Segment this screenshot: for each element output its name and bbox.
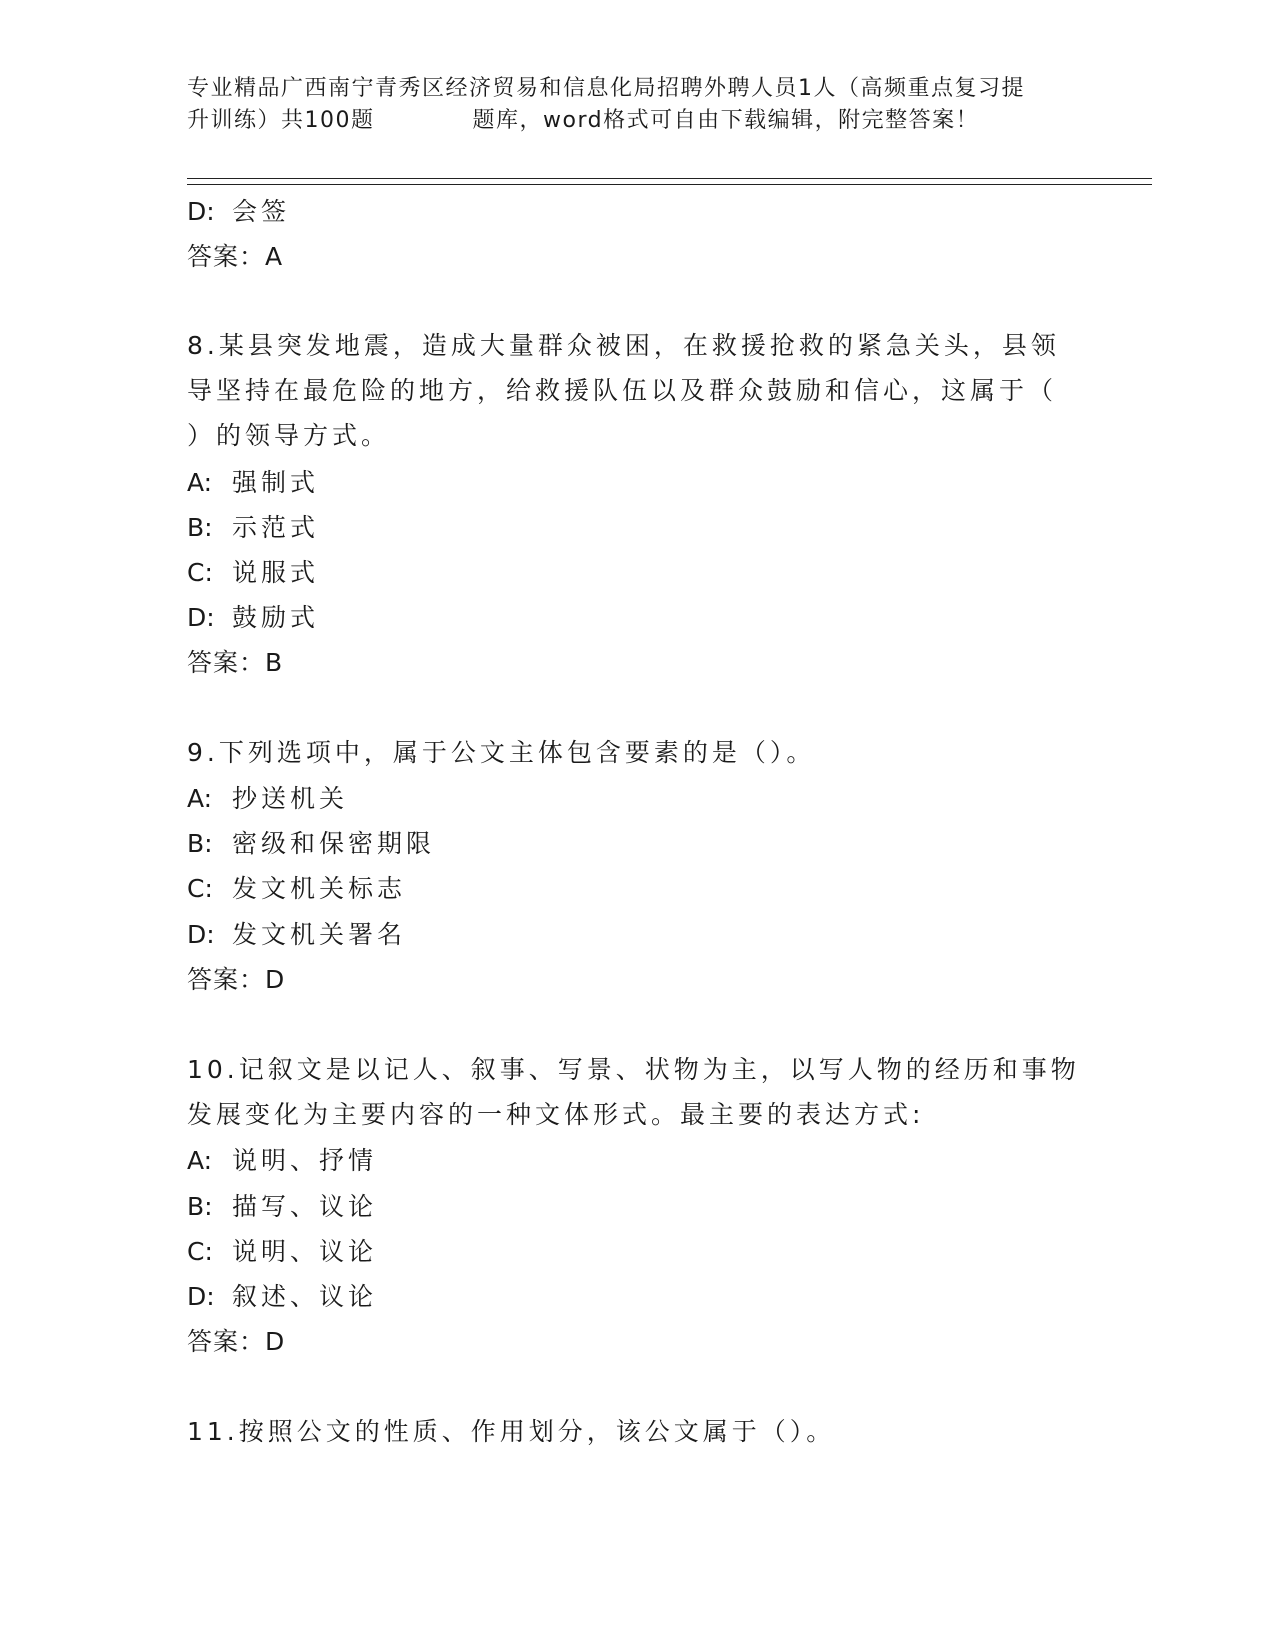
q10-text-line2: 发展变化为主要内容的一种文体形式。最主要的表达方式: <box>187 1100 925 1129</box>
option-label: C: <box>187 1237 213 1266</box>
option-label: D: <box>187 603 215 632</box>
prev-answer: 答案：A <box>187 242 284 271</box>
header-title-line2 <box>187 105 1087 137</box>
option-text: 抄送机关 <box>232 784 349 813</box>
option-label: C: <box>187 558 213 587</box>
option-label: C: <box>187 874 213 903</box>
q11-text-line1: 11.按照公文的性质、作用划分，该公文属于（）。 <box>187 1417 836 1446</box>
q8-option-a <box>187 463 319 499</box>
option-text: 示范式 <box>232 513 320 542</box>
document-header <box>187 73 1087 137</box>
option-text: 说明、议论 <box>232 1237 378 1266</box>
q9-option-a <box>187 779 348 815</box>
q8-answer: 答案：B <box>187 648 284 677</box>
option-label: A: <box>187 1146 213 1175</box>
q8-option-b <box>187 508 319 544</box>
option-label: A: <box>187 784 213 813</box>
q9-option-c <box>187 869 406 905</box>
q9-option-d <box>187 915 406 951</box>
header-description: 题库，word格式可自由下载编辑，附完整答案！ <box>472 108 980 133</box>
q8-text-line3: ）的领导方式。 <box>187 421 391 450</box>
option-label: D: <box>187 1282 215 1311</box>
option-text: 说明、抒情 <box>232 1146 378 1175</box>
prev-option-d <box>187 192 290 228</box>
option-text: 会签 <box>232 197 291 226</box>
option-label: B: <box>187 1192 213 1221</box>
q9-option-b <box>187 824 435 860</box>
q10-option-b <box>187 1187 377 1223</box>
option-text: 叙述、议论 <box>232 1282 378 1311</box>
option-label: D: <box>187 920 215 949</box>
option-text: 鼓励式 <box>232 603 320 632</box>
option-text: 密级和保密期限 <box>232 829 436 858</box>
q10-option-a <box>187 1141 377 1177</box>
option-text: 发文机关标志 <box>232 874 407 903</box>
option-text: 强制式 <box>232 468 320 497</box>
header-count: 升训练）共100题 <box>187 108 375 133</box>
option-label: B: <box>187 829 213 858</box>
option-label: D: <box>187 197 215 226</box>
header-title-line1: 专业精品广西南宁青秀区经济贸易和信息化局招聘外聘人员1人（高频重点复习提 <box>187 76 1025 101</box>
q8-option-d <box>187 598 319 634</box>
header-divider-bottom <box>187 184 1152 185</box>
option-text: 描写、议论 <box>232 1192 378 1221</box>
option-text: 发文机关署名 <box>232 920 407 949</box>
q9-text-line1: 9.下列选项中，属于公文主体包含要素的是（）。 <box>187 738 816 767</box>
q10-text-line1: 10.记叙文是以记人、叙事、写景、状物为主，以写人物的经历和事物 <box>187 1055 1080 1084</box>
header-divider-top <box>187 178 1152 179</box>
q10-option-d <box>187 1277 377 1313</box>
option-label: B: <box>187 513 213 542</box>
option-text: 说服式 <box>232 558 320 587</box>
q10-option-c <box>187 1232 377 1268</box>
q8-option-c <box>187 553 319 589</box>
q8-text-line1: 8.某县突发地震，造成大量群众被困，在救援抢救的紧急关头，县领 <box>187 331 1060 360</box>
q10-answer: 答案：D <box>187 1327 286 1356</box>
q9-answer: 答案：D <box>187 965 286 994</box>
q8-text-line2: 导坚持在最危险的地方，给救援队伍以及群众鼓励和信心，这属于（ <box>187 376 1058 405</box>
option-label: A: <box>187 468 213 497</box>
